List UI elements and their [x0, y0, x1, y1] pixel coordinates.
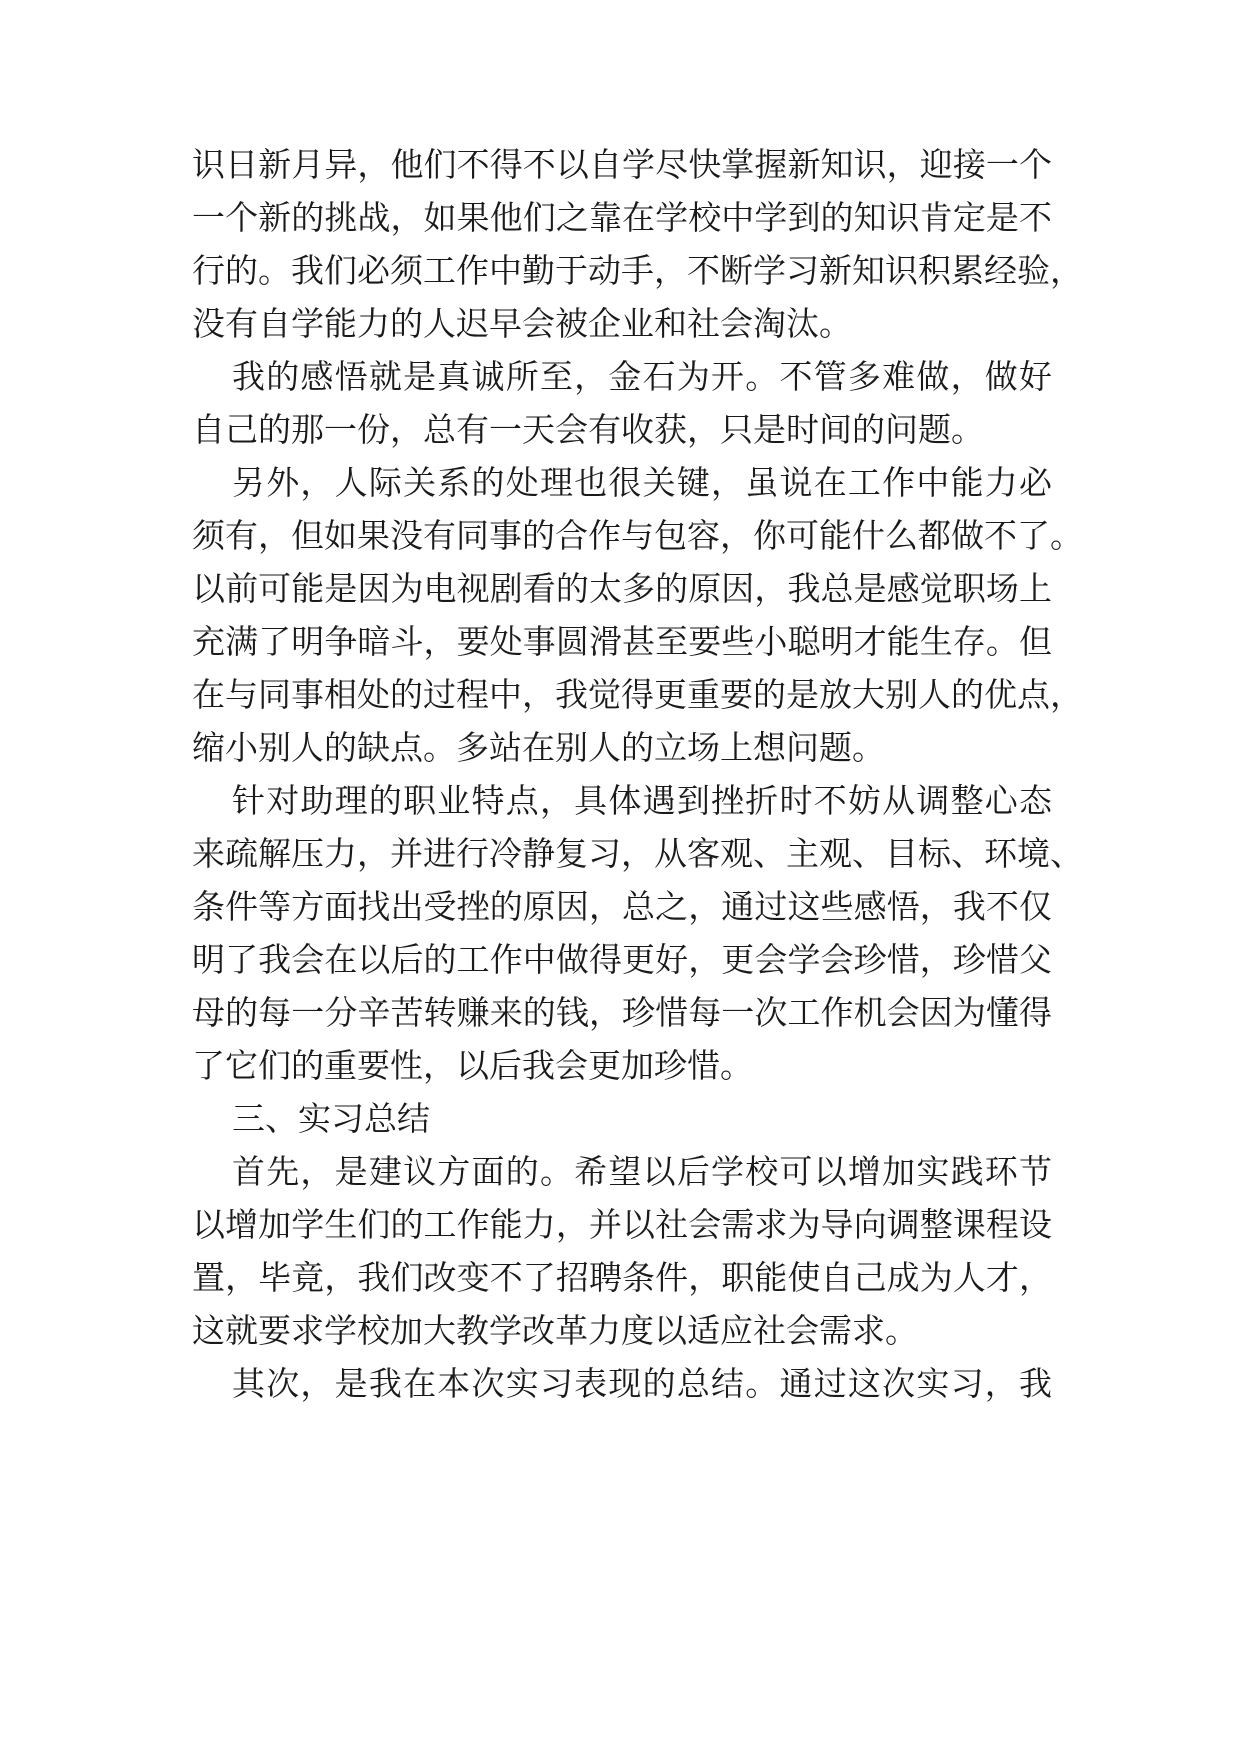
text-line: 充满了明争暗斗，要处事圆滑甚至要些小聪明才能生存。但: [192, 622, 1052, 661]
text-line: 以前可能是因为电视剧看的太多的原因，我总是感觉职场上: [192, 569, 1052, 608]
text-line: 这就要求学校加大教学改革力度以适应社会需求。: [192, 1311, 918, 1350]
text-line: 母的每一分辛苦转赚来的钱，珍惜每一次工作机会因为懂得: [192, 993, 1052, 1032]
text-line: 自己的那一份，总有一天会有收获，只是时间的问题。: [192, 410, 984, 449]
text-line: 以增加学生们的工作能力，并以社会需求为导向调整课程设: [192, 1205, 1052, 1244]
text-line: 来疏解压力，并进行冷静复习，从客观、主观、目标、环境、: [192, 834, 1083, 873]
text-line: 须有，但如果没有同事的合作与包容，你可能什么都做不了。: [192, 516, 1083, 555]
paragraph-first-line: 首先，是建议方面的。希望以后学校可以增加实践环节: [232, 1152, 1052, 1191]
text-line: 在与同事相处的过程中，我觉得更重要的是放大别人的优点，: [192, 675, 1083, 714]
text-line: 没有自学能力的人迟早会被企业和社会淘汰。: [192, 304, 852, 343]
text-line: 置，毕竟，我们改变不了招聘条件，职能使自己成为人才，: [192, 1258, 1052, 1297]
text-line: 一个新的挑战，如果他们之靠在学校中学到的知识肯定是不: [192, 198, 1052, 237]
section-heading: 三、实习总结: [232, 1099, 430, 1138]
text-line: 缩小别人的缺点。多站在别人的立场上想问题。: [192, 728, 885, 767]
paragraph-first-line: 其次，是我在本次实习表现的总结。通过这次实习，我: [232, 1364, 1052, 1403]
text-line: 识日新月异，他们不得不以自学尽快掌握新知识，迎接一个: [192, 145, 1052, 184]
text-line: 明了我会在以后的工作中做得更好，更会学会珍惜，珍惜父: [192, 940, 1052, 979]
text-line: 行的。我们必须工作中勤于动手，不断学习新知识积累经验，: [192, 251, 1083, 290]
text-line: 了它们的重要性，以后我会更加珍惜。: [192, 1046, 753, 1085]
text-line: 条件等方面找出受挫的原因，总之，通过这些感悟，我不仅: [192, 887, 1052, 926]
paragraph-first-line: 针对助理的职业特点，具体遇到挫折时不妨从调整心态: [232, 781, 1052, 820]
paragraph-first-line: 我的感悟就是真诚所至，金石为开。不管多难做，做好: [232, 357, 1052, 396]
paragraph-first-line: 另外，人际关系的处理也很关键，虽说在工作中能力必: [232, 463, 1052, 502]
